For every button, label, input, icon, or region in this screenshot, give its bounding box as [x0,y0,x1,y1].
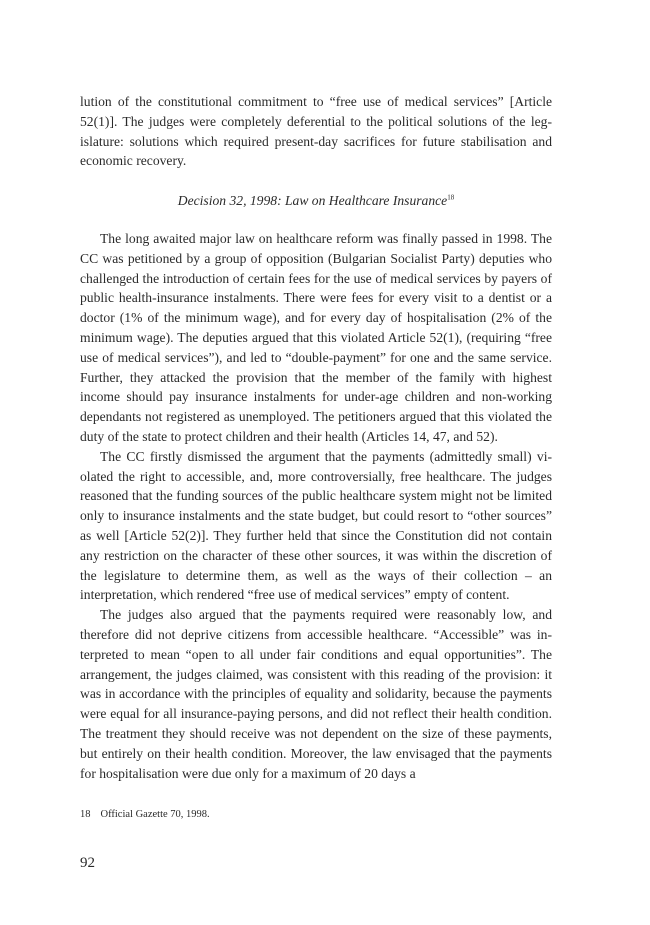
footnote-number: 18 [80,809,91,820]
paragraph: The judges also argued that the payments required were reasonably low, and therefore did not deprive citizens from accessible healthcare. “Accessible” was interpreted to mean “open to all under fair conditions and equal opportunities”. The arrangement, the judges claimed, was consistent with this reading of the provision: it was in accordance with the principles of equality and solidarity, because the payments were equal for all insurance-paying persons, and did not reflect their health condition. The treatment they should receive was not dependent on the size of these payments, but entirely on their health condition. Moreover, the law envisaged that the payments for hospitalisation were due only for a maximum of 20 days a [80,607,552,781]
paragraph: The CC firstly dismissed the argument that the payments (admittedly small) violated the right to accessible, and, more controversially, free healthcare. The judges reasoned that the funding sources of the public healthcare system might not be limited only to insurance instalments and the state budget, but could resort to “other sources” as well [Article 52(2)]. They further held that since the Constitution did not contain any restriction on the character of these other sources, it was within the discretion of the legislature to determine them, as well as the ways of their collection – an interpretation, which rendered “free use of medical services” empty of content. [80,448,552,603]
footnote-reference: 18 [447,193,455,202]
footnote-text: Official Gazette 70, 1998. [100,809,210,820]
page-body [80,92,552,783]
page-number: 92 [80,855,95,871]
paragraph-continuation: lution of the constitutional commitment to “free use of medical services” [Article 52(1)]. The judges were completely deferential to the political solutions of the legislature: solutions which required present-day sacrifices for future stabilisation and economic recovery. [80,94,552,169]
paragraph: The long awaited major law on healthcare reform was finally passed in 1998. The CC was petitioned by a group of opposition (Bulgarian Socialist Party) deputies who challenged the introduction of certain fees for the use of medical services by payers of public health-insurance instalments. There were fees for every visit to a dentist or a doctor (1% of the minimum wage), and for every day of hospitalisation (2% of the minimum wage). The deputies argued that this violated Article 52(1), (requiring “free use of medical services”), and led to “double-payment” for one and the same service. Further, they attacked the provision that the member of the family with highest income should pay insurance instalments for under-age children and non-working dependants not registered as unemployed. The petitioners argued that this violated the duty of the state to protect children and their health (Articles 14, 47, and 52). [80,230,552,444]
section-heading-text: Decision 32, 1998: Law on Healthcare Insurance [177,193,448,209]
footnote [80,808,210,822]
section-heading [80,191,552,211]
